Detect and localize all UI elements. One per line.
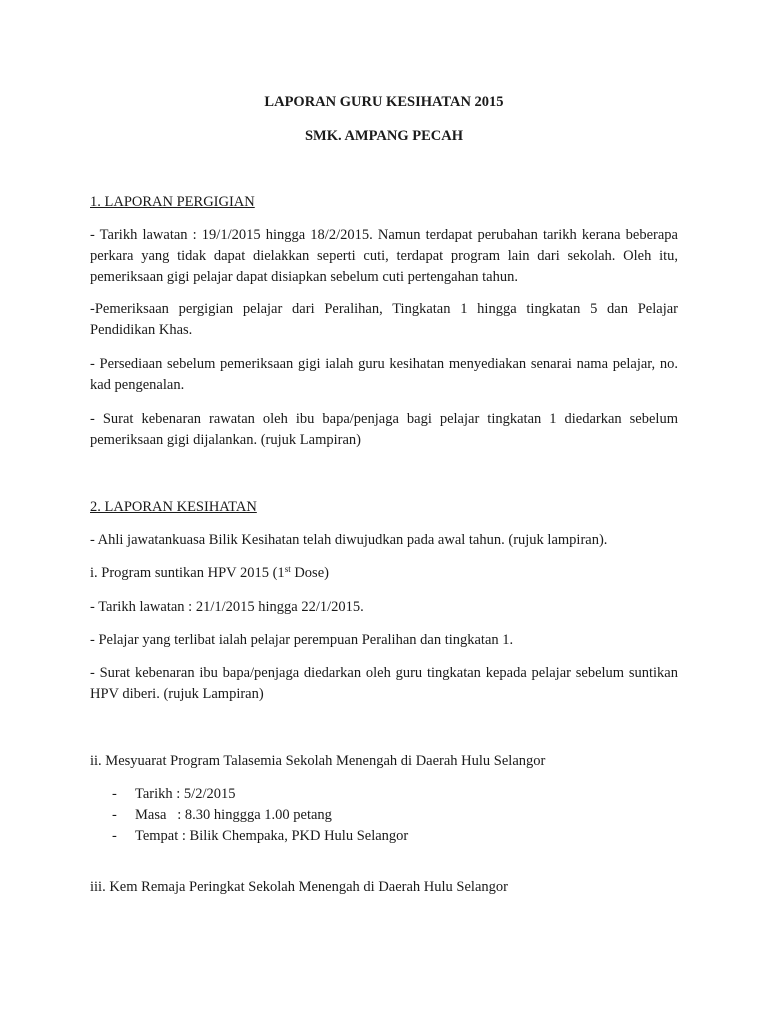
section-1-paragraph-3: - Persediaan sebelum pemeriksaan gigi ialah guru kesihatan menyediakan senarai nama pelajar, no. kad pengenalan. [90,356,678,393]
section-1-paragraph-4: - Surat kebenaran rawatan oleh ibu bapa/penjaga bagi pelajar tingkatan 1 diedarkan sebelum pemeriksaan gigi dijalankan. (rujuk Lampiran) [90,411,678,448]
list-item [112,826,408,847]
list-item [112,805,408,826]
talasemia-heading: ii. Mesyuarat Program Talasemia Sekolah Menengah di Daerah Hulu Selangor [90,753,546,769]
section-1-heading: 1. LAPORAN PERGIGIAN [90,194,255,210]
section-2-heading: 2. LAPORAN KESIHATAN [90,499,257,515]
hpv-prefix: i. Program suntikan HPV 2015 (1 [90,565,285,581]
list-item [112,784,408,805]
talasemia-details-list [112,784,408,847]
section-1-paragraph-1: - Tarikh lawatan : 19/1/2015 hingga 18/2/2015. Namun terdapat perubahan tarikh kerana beberapa perkara yang tidak dapat dielakkan seperti cuti, terdapat program lain dari sekolah. Oleh itu, pemeriksaan gigi pelajar dapat disiapkan sebelum cuti pertengahan tahun. [90,227,678,285]
section-2-paragraph-4: - Surat kebenaran ibu bapa/penjaga diedarkan oleh guru tingkatan kepada pelajar sebelum suntikan HPV diberi. (rujuk Lampiran) [90,665,678,702]
kem-remaja-heading: iii. Kem Remaja Peringkat Sekolah Menengah di Daerah Hulu Selangor [90,879,508,895]
list-dash: - [112,807,117,823]
list-item-text: Masa : 8.30 hinggga 1.00 petang [135,807,332,823]
section-2-paragraph-3: - Pelajar yang terlibat ialah pelajar perempuan Peralihan dan tingkatan 1. [90,632,514,648]
hpv-program-heading [90,563,678,584]
list-dash: - [112,828,117,844]
list-item-text: Tempat : Bilik Chempaka, PKD Hulu Selangor [135,828,409,844]
school-name: SMK. AMPANG PECAH [304,128,463,144]
hpv-superscript: st [284,564,291,574]
hpv-suffix: Dose) [290,565,329,581]
section-2-paragraph-1: - Ahli jawatankuasa Bilik Kesihatan telah diwujudkan pada awal tahun. (rujuk lampiran). [90,532,608,548]
section-1-paragraph-2: -Pemeriksaan pergigian pelajar dari Peralihan, Tingkatan 1 hingga tingkatan 5 dan Pelajar Pendidikan Khas. [90,301,678,338]
list-dash: - [112,786,117,802]
section-2-paragraph-2: - Tarikh lawatan : 21/1/2015 hingga 22/1/2015. [90,599,364,615]
document-title: LAPORAN GURU KESIHATAN 2015 [264,94,504,110]
list-item-text: Tarikh : 5/2/2015 [135,786,236,802]
